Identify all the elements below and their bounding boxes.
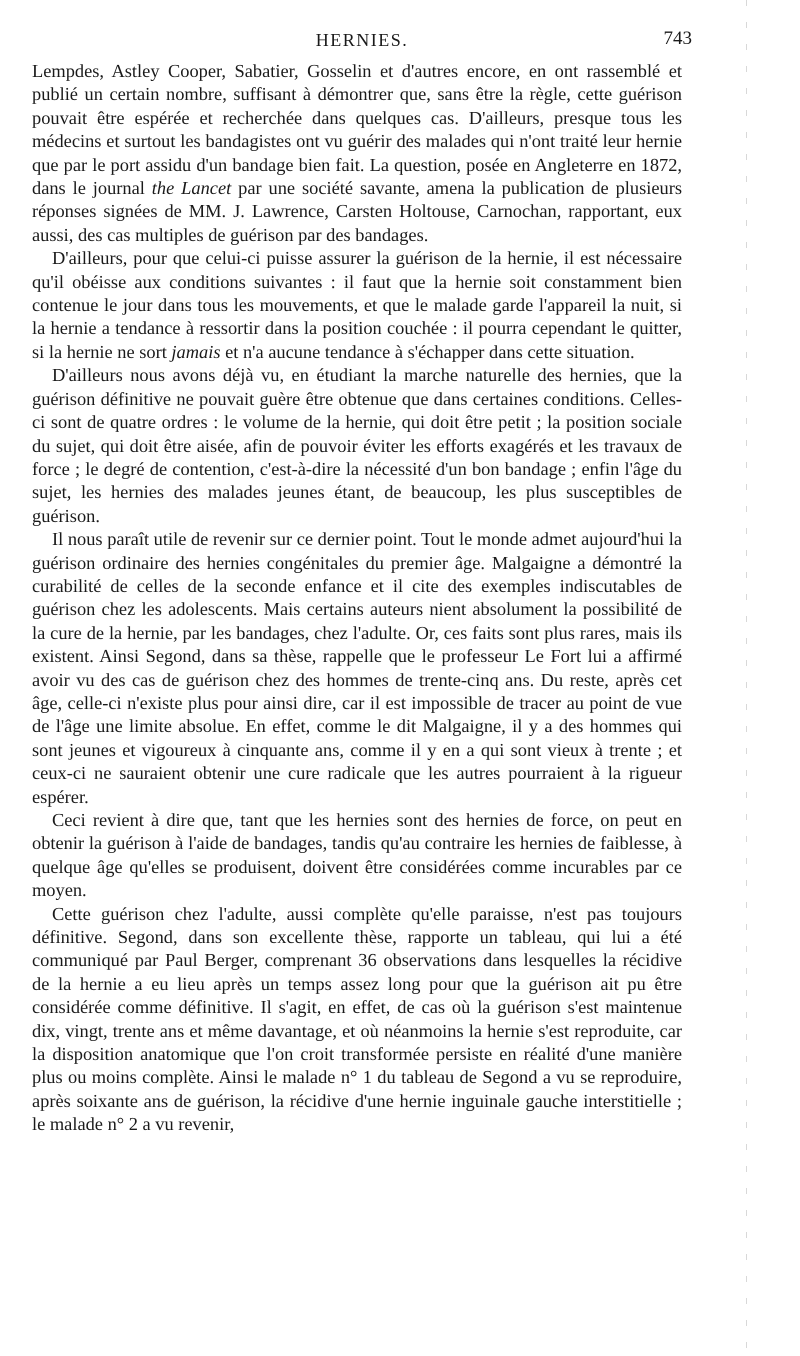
paragraph bbox=[32, 60, 682, 247]
paragraph-text: par une société savante, amena la publication de plusieurs réponses signées de MM. J. Lawrence, Carsten Holtouse, Carnochan, rapportant, eux aussi, des cas multiples de guérison par des bandages. bbox=[32, 178, 682, 245]
paragraph bbox=[32, 247, 682, 364]
body-text bbox=[32, 60, 682, 1137]
paragraph-text: et n'a aucune tendance à s'échapper dans cette situation. bbox=[220, 341, 635, 362]
paragraph-text: D'ailleurs, pour que celui-ci puisse assurer la guérison de la hernie, il est nécessaire qu'il obéisse aux conditions suivantes : il faut que la hernie soit constamment bien contenue le jour dans tous les mouvements, et que le malade garde l'appareil la nuit, si la hernie a tendance à ressortir dans la position couchée : il pourra cependant le quitter, si la hernie ne sort bbox=[32, 248, 682, 362]
paragraph bbox=[32, 903, 682, 1137]
paragraph-text: Cette guérison chez l'adulte, aussi complète qu'elle paraisse, n'est pas toujours définitive. Segond, dans son excellente thèse, rapporte un tableau, qui lui a été communiqué par Paul Berger, comprenant 36 observations dans lesquelles la récidive de la hernie a eu lieu après un temps assez long pour que la guérison ait pu être considérée comme définitive. Il s'agit, en effet, de cas où la guérison s'est maintenue dix, vingt, trente ans et même davantage, et où néanmoins la hernie s'est reproduite, car la disposition anatomique que l'on croit transformée persiste en réalité d'une manière plus ou moins complète. Ainsi le malade n° 1 du tableau de Segond a vu se reproduire, après soixante ans de guérison, la récidive d'une hernie inguinale gauche interstitielle ; le malade n° 2 a vu revenir, bbox=[32, 903, 682, 1135]
margin-bleed-rule bbox=[746, 0, 747, 1356]
journal-title: the Lancet bbox=[151, 178, 232, 199]
paragraph-text: Il nous paraît utile de revenir sur ce dernier point. Tout le monde admet aujourd'hui la guérison ordinaire des hernies congénitales du premier âge. Malgaigne a démontré la curabilité de celles de la seconde enfance et il cite des exemples indiscutables de guérison chez les adolescents. Mais certains auteurs nient absolument la possibilité de la cure de la hernie, par les bandages, chez l'adulte. Or, ces faits sont plus rares, mais ils existent. Ainsi Segond, dans sa thèse, rappelle que le professeur Le Fort lui a affirmé avoir vu des cas de guérison chez des hommes de trente-cinq ans. Du reste, après cet âge, celle-ci n'existe plus pour ainsi dire, car il est impossible de tracer au point de vue de l'âge une limite absolue. En effet, comme le dit Malgaigne, il y a des hommes qui sont jeunes et vigoureux à cinquante ans, comme il y en a qui sont vieux à trente ; et ceux-ci ne sauraient obtenir une cure radicale que les autres pourraient à la rigueur espérer. bbox=[32, 529, 682, 807]
running-head-title: HERNIES. bbox=[315, 30, 409, 50]
paragraph-text: Lempdes, Astley Cooper, Sabatier, Gosselin et d'autres encore, en ont rassemblé et publié un certain nombre, suffisant à démontrer que, sans être la règle, cette guérison pouvait être espérée et recherchée dans quelques cas. D'ailleurs, presque tous les médecins et surtout les bandagistes ont vu guérir des malades qui n'ont traité leur hernie que par le port assidu d'un bandage bien fait. La question, posée en Angleterre en 1872, dans le journal bbox=[32, 61, 682, 199]
paragraph bbox=[32, 809, 682, 903]
paragraph bbox=[32, 364, 682, 528]
page-number: 743 bbox=[663, 28, 692, 49]
paragraph bbox=[32, 528, 682, 809]
paragraph-text: D'ailleurs nous avons déjà vu, en étudiant la marche naturelle des hernies, que la guérison définitive ne pouvait guère être obtenue que dans certaines conditions. Celles-ci sont de quatre ordres : le volume de la hernie, qui doit être petit ; la position sociale du sujet, qui doit être aisée, afin de pouvoir éviter les efforts exagérés et les travaux de force ; le degré de contention, c'est-à-dire la nécessité d'un bon bandage ; enfin l'âge du sujet, les hernies des malades jeunes étant, de beaucoup, les plus susceptibles de guérison. bbox=[32, 365, 682, 526]
paragraph-text: Ceci revient à dire que, tant que les hernies sont des hernies de force, on peut en obtenir la guérison à l'aide de bandages, tandis qu'au contraire les hernies de faiblesse, à quelque âge qu'elles se produisent, doivent être considérées comme incurables par ce moyen. bbox=[32, 810, 682, 901]
running-head bbox=[32, 28, 692, 54]
emphasis: jamais bbox=[171, 341, 221, 362]
